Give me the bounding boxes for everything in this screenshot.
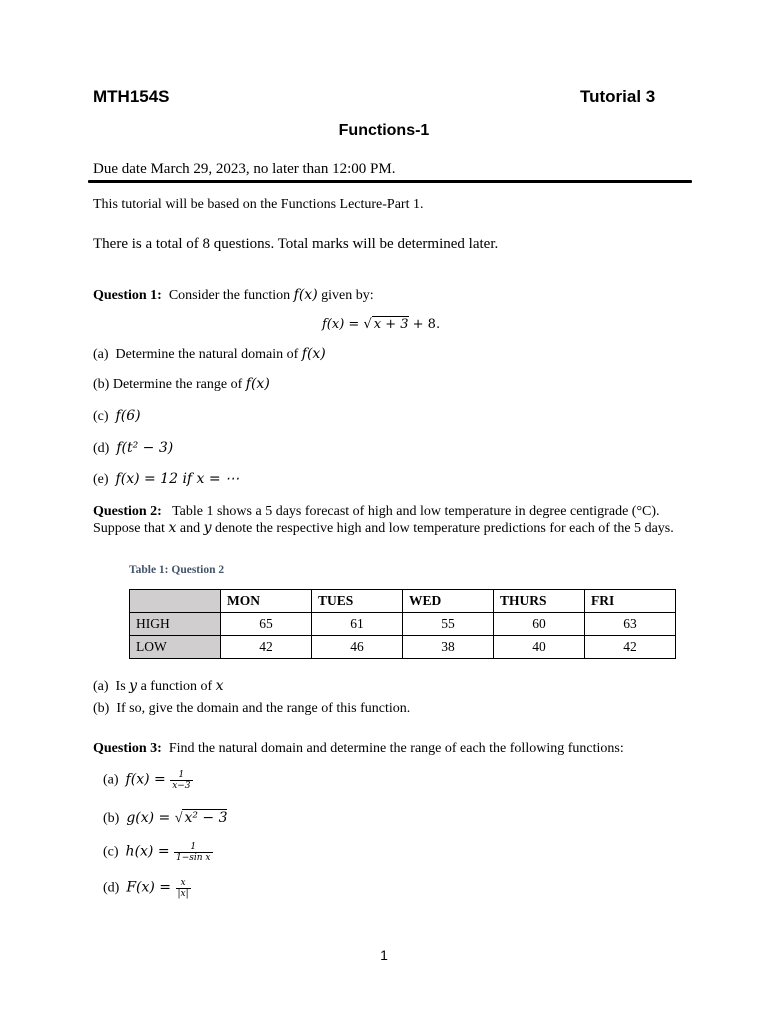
table-row [130,636,676,659]
table-row [130,613,676,636]
q2-part-b: (b) If so, give the domain and the range of this function. [93,701,411,716]
q1-part-d: (d) f(t² − 3) [93,440,174,456]
table-caption: Table 1: Question 2 [129,564,225,576]
forecast-table [129,589,676,659]
question-3-prompt: Question 3: Find the natural domain and determine the range of each the following functions: [93,741,624,756]
question-1-given: given by: [321,288,374,303]
question-1-prompt [93,287,374,304]
table-cell: 42 [221,636,312,659]
tutorial-number: Tutorial 3 [580,87,656,106]
question-1-label: Question 1: [93,288,162,303]
question-1-fx: f(x) [293,287,318,303]
course-code: MTH154S [93,87,170,106]
question-1-formula: f(x) = √ x + 3 + 8. [322,317,441,332]
q1-part-e: (e) f(x) = 12 if x = ⋯ [93,471,240,487]
due-date: Due date March 29, 2023, no later than 12:00 PM. [93,161,396,177]
table-header-cell: FRI [585,590,676,613]
row-label: HIGH [130,613,221,636]
q1-part-c: (c) f(6) [93,408,141,424]
page-number: 1 [380,947,388,963]
formula-rhs: + 8. [408,317,441,332]
table-cell: 42 [585,636,676,659]
intro-line-1: This tutorial will be based on the Functions Lecture-Part 1. [93,197,424,212]
table-cell: 40 [494,636,585,659]
page-title: Functions-1 [338,122,430,139]
q3-part-c: (c) h(x) = $\frac{1}{\text{1−sin x}}$ [103,842,211,863]
formula-radicand: x + 3 [373,317,409,332]
table-header-row [130,590,676,613]
question-1-text: Consider the function [168,288,291,303]
table-header-cell: THURS [494,590,585,613]
table-cell: 38 [403,636,494,659]
question-2-label: Question 2: [93,504,162,519]
question-2-prompt: Question 2: Table 1 shows a 5 days forecast of high and low temperature in degree centigrade (°C). Suppose that x and y denote the respective high and low temperature predictions for each of the 5 days. [93,504,674,536]
q3-part-a: (a) f(x) = $\frac{1}{x-3}$ [103,770,191,791]
q1-part-b: (b) Determine the range of f(x) [93,376,270,392]
table-cell: 63 [585,613,676,636]
formula-lhs: f(x) = [322,317,364,332]
table-header-cell: WED [403,590,494,613]
table-cell: 46 [312,636,403,659]
q2-part-a: (a) Is y a function of x [93,678,224,694]
table-header-cell: MON [221,590,312,613]
table-cell: 60 [494,613,585,636]
table-corner-cell [130,590,221,613]
table-cell: 65 [221,613,312,636]
header-divider [88,180,692,183]
question-3-label: Question 3: [93,741,162,756]
row-label: LOW [130,636,221,659]
intro-line-2: There is a total of 8 questions. Total marks will be determined later. [93,236,499,252]
table-header-cell: TUES [312,590,403,613]
table-cell: 61 [312,613,403,636]
table-cell: 55 [403,613,494,636]
q3-part-d: (d) F(x) = $\frac{x}{|x|}$ [103,878,189,899]
q1-part-a: (a) Determine the natural domain of f(x) [93,346,326,362]
q3-part-b: (b) g(x) = √ x² − 3 [103,810,228,826]
